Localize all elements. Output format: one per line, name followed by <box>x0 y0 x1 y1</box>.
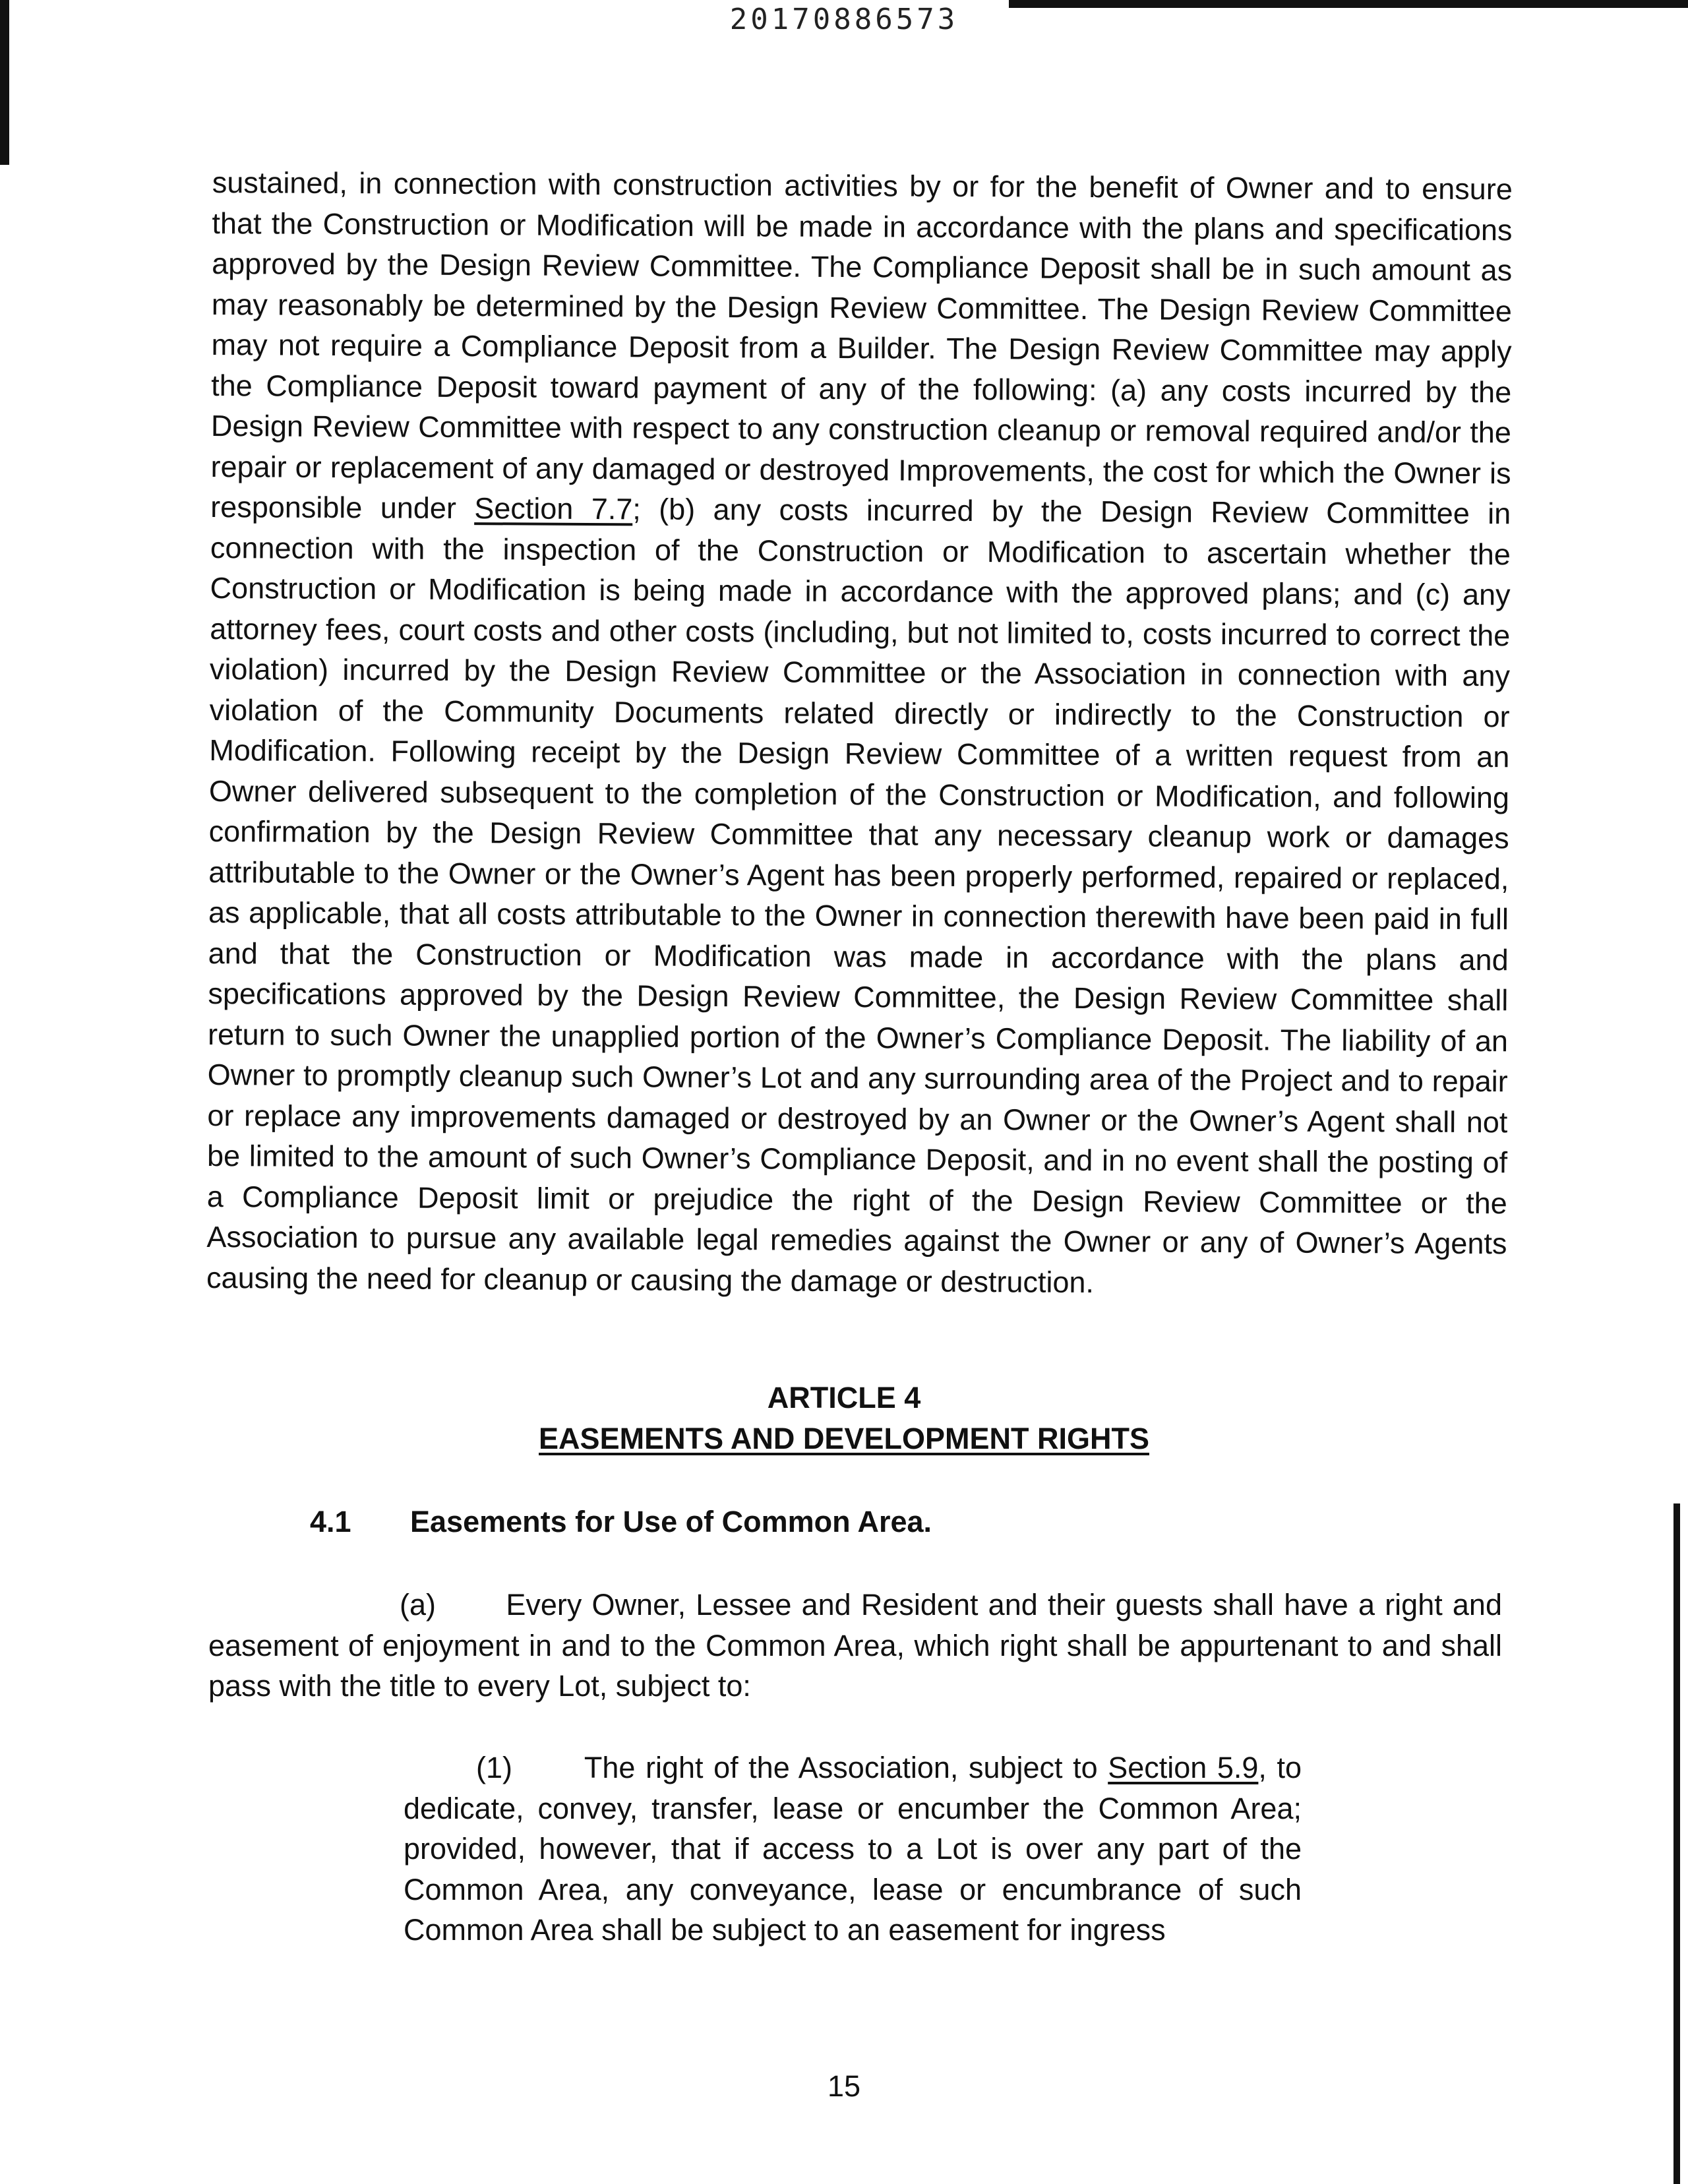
item-label: (1) <box>476 1751 512 1784</box>
item-text: , to dedicate, convey, transfer, lease or encumber the Common Area; provided, however, that if access to a Lot is over any part of the Common Area, any conveyance, lease or encumbrance of such Common Area shall be subject to an easement for ingress <box>404 1751 1302 1947</box>
section-title: Easements for Use of Common Area. <box>410 1505 932 1538</box>
article-subtitle <box>0 1419 1688 1459</box>
paragraph-text: ; (b) any costs incurred by the Design Review Committee in connection with the inspection of the Construction or Modification to ascertain whether the Construction or Modification is being made in accordance with the approved plans; and (c) any attorney fees, court costs and other costs (including, but not limited to, costs incurred to correct the violation) incurred by the Design Review Committee or the Association in connection with any violation of the Community Documents related directly or indirectly to the Construction or Modification. Following receipt by the Design Review Committee of a written request from an Owner delivered subsequent to the completion of the Construction or Modification, and following confirmation by the Design Review Committee that any necessary cleanup work or damages attributable to the Owner or the Owner’s Agent has been properly performed, repaired or replaced, as applicable, that all costs attributable to the Owner in connection therewith have been paid in full and that the Construction or Modification was made in accordance with the plans and specifications approved by the Design Review Committee, the Design Review Committee shall return to such Owner the unapplied portion of the Owner’s Compliance Deposit. The liability of an Owner to promptly cleanup such Owner’s Lot and any surrounding area of the Project and to repair or replace any improvements damaged or destroyed by an Owner or the Owner’s Agent shall not be limited to the amount of such Owner’s Compliance Deposit, and in no event shall the posting of a Compliance Deposit limit or prejudice the right of the Design Review Committee or the Association to pursue any available legal remedies against the Owner or any of Owner’s Agents causing the need for cleanup or causing the damage or destruction. <box>206 492 1511 1299</box>
section-7-7-reference: Section 7.7 <box>474 491 633 526</box>
paragraph-text: sustained, in connection with construction activities by or for the benefit of Owner and to ensure that the Construction or Modification will be made in accordance with the plans and specifications approved by the Design Review Committee. The Compliance Deposit shall be in such amount as may reasonably be determined by the Design Review Committee. The Design Review Committee may not require a Compliance Deposit from a Builder. The Design Review Committee may apply the Compliance Deposit toward payment of any of the following: (a) any costs incurred by the Design Review Committee with respect to any construction cleanup or removal required and/or the repair or replacement of any damaged or destroyed Improvements, the cost for which the Owner is responsible under <box>210 165 1513 526</box>
article-title: ARTICLE 4 <box>767 1381 921 1414</box>
section-5-9-reference: Section 5.9 <box>1108 1751 1259 1784</box>
subsection-text: Every Owner, Lessee and Resident and their guests shall have a right and easement of enjoyment in and to the Common Area, which right shall be appurtenant to and shall pass with the title to every Lot, subject to: <box>208 1588 1502 1703</box>
item-1 <box>404 1747 1302 1951</box>
continuation-paragraph <box>206 162 1513 1304</box>
subsection-label: (a) <box>400 1588 436 1622</box>
page-number: 15 <box>827 2069 861 2103</box>
item-text: The right of the Association, subject to <box>584 1751 1108 1784</box>
subsection-a <box>208 1585 1502 1707</box>
article-subtitle-text: EASEMENTS AND DEVELOPMENT RIGHTS <box>539 1422 1149 1455</box>
document-number: 20170886573 <box>729 3 959 36</box>
section-number: 4.1 <box>310 1505 351 1538</box>
